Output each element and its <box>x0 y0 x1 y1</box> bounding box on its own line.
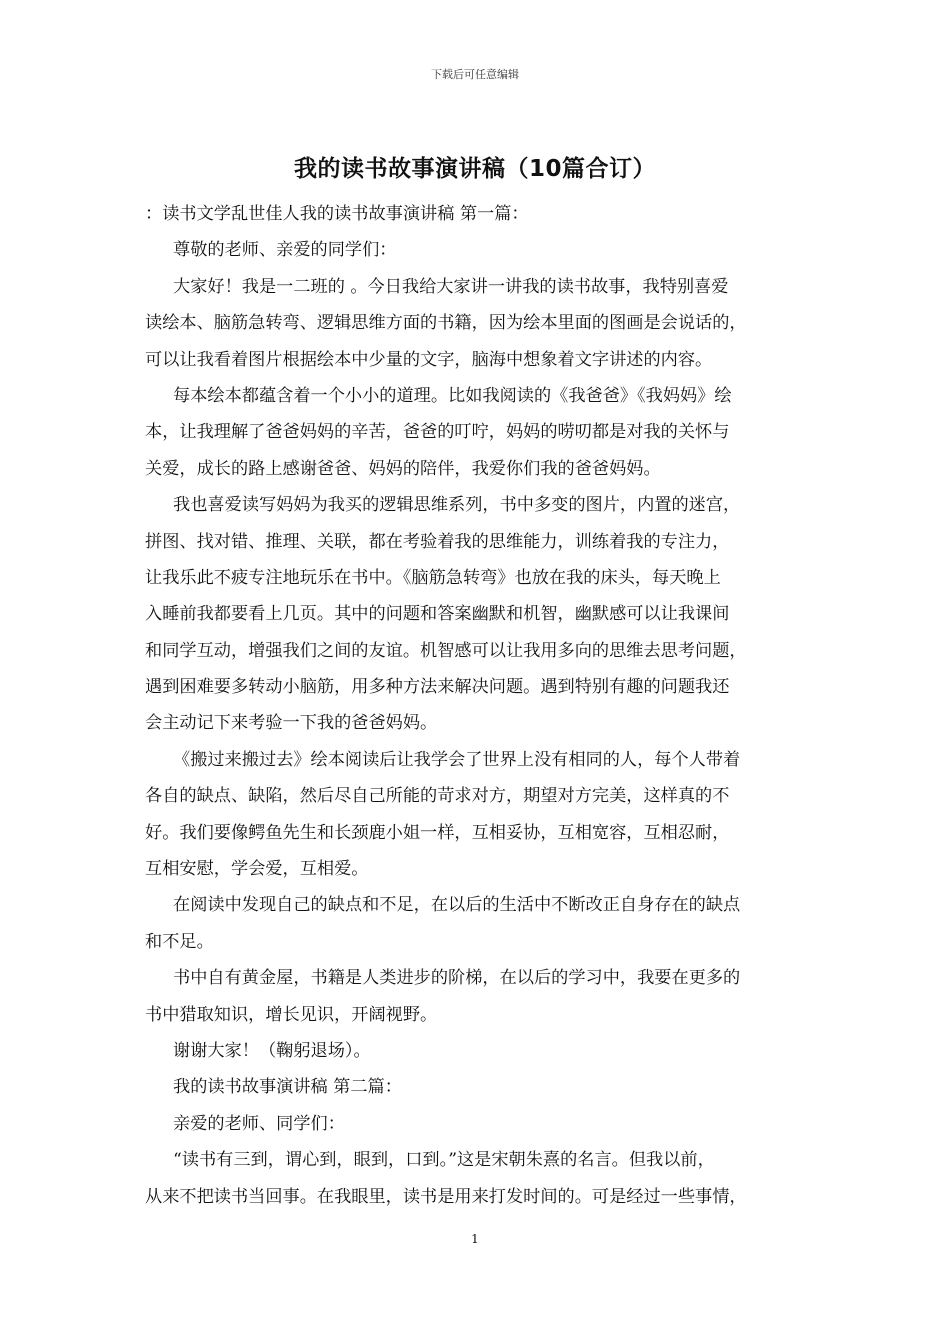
header-note: 下载后可任意编辑 <box>431 68 519 81</box>
body-line: ：读书文学乱世佳人我的读书故事演讲稿 第一篇： <box>145 204 529 224</box>
body-line: 入睡前我都要看上几页。其中的问题和答案幽默和机智，幽默感可以让我课间 <box>145 604 730 625</box>
body-line: 互相安慰，学会爱，互相爱。 <box>145 859 369 880</box>
body-line: 书中猎取知识，增长见识，开阔视野。 <box>145 1004 438 1025</box>
body-line: 拼图、找对错、推理、关联，都在考验着我的思维能力，训练着我的专注力， <box>145 531 730 552</box>
body-line: 可以让我看着图片根据绘本中少量的文字，脑海中想象着文字讲述的内容。 <box>145 349 713 370</box>
body-line: 让我乐此不疲专注地玩乐在书中。《脑筋急转弯》也放在我的床头，每天晚上 <box>145 567 721 588</box>
body-line: 本，让我理解了爸爸妈妈的辛苦，爸爸的叮咛，妈妈的唠叨都是对我的关怀与 <box>145 422 730 443</box>
body-line: 尊敬的老师、亲爱的同学们： <box>173 240 397 261</box>
body-line: 我的读书故事演讲稿 第二篇： <box>173 1077 402 1098</box>
body-line: 谢谢大家！（鞠躬退场）。 <box>173 1040 371 1061</box>
body-line: 和不足。 <box>145 931 214 952</box>
body-line: 书中自有黄金屋，书籍是人类进步的阶梯，在以后的学习中，我要在更多的 <box>173 968 741 989</box>
body-line: 亲爱的老师、同学们： <box>173 1113 345 1134</box>
body-line: 大家好！我是一二班的 。今日我给大家讲一讲我的读书故事，我特别喜爱 <box>173 276 729 297</box>
document-title: 我的读书故事演讲稿（10篇合订） <box>293 156 656 182</box>
body-line: 关爱，成长的路上感谢爸爸、妈妈的陪伴，我爱你们我的爸爸妈妈。 <box>145 458 661 479</box>
body-line: 和同学互动，增强我们之间的友谊。机智感可以让我用多向的思维去思考问题， <box>145 640 747 661</box>
body-line: 《搬过来搬过去》绘本阅读后让我学会了世界上没有相同的人，每个人带着 <box>173 749 741 770</box>
body-line: 每本绘本都蕴含着一个小小的道理。比如我阅读的《我爸爸》《我妈妈》绘 <box>173 385 732 406</box>
body-line: 在阅读中发现自己的缺点和不足，在以后的生活中不断改正自身存在的缺点 <box>173 895 741 916</box>
document-body <box>145 196 821 1215</box>
body-line: 各自的缺点、缺陷，然后尽自己所能的苛求对方，期望对方完美，这样真的不 <box>145 786 730 807</box>
body-line: 会主动记下来考验一下我的爸爸妈妈。 <box>145 713 438 734</box>
body-line: 读绘本、脑筋急转弯、逻辑思维方面的书籍，因为绘本里面的图画是会说话的， <box>145 313 747 334</box>
page-number: 1 <box>471 1232 479 1246</box>
body-line: 我也喜爱读写妈妈为我买的逻辑思维系列，书中多变的图片，内置的迷宫， <box>173 495 741 516</box>
body-line: 好。我们要像鳄鱼先生和长颈鹿小姐一样，互相妥协，互相宽容，互相忍耐， <box>145 822 730 843</box>
body-line: 从来不把读书当回事。在我眼里，读书是用来打发时间的。可是经过一些事情， <box>145 1186 747 1207</box>
body-line: 遇到困难要多转动小脑筋，用多种方法来解决问题。遇到特别有趣的问题我还 <box>145 677 730 698</box>
body-line: “读书有三到，谓心到，眼到，口到。”这是宋朝朱熹的名言。但我以前， <box>173 1150 715 1171</box>
